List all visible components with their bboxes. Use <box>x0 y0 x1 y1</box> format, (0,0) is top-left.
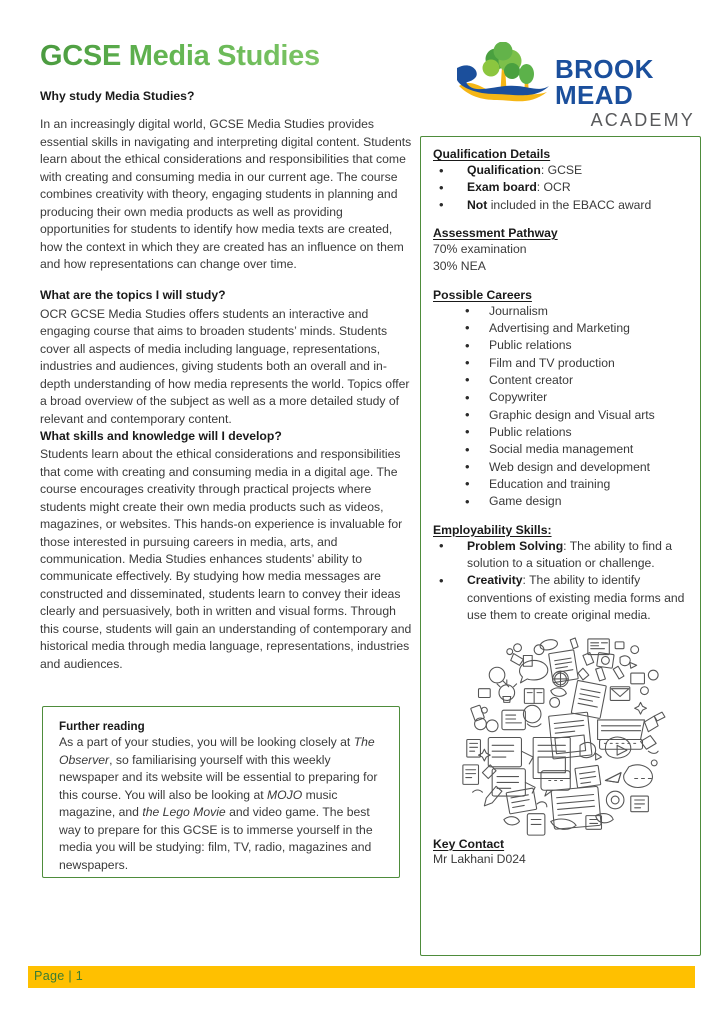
list-item: • Web design and development <box>433 459 688 476</box>
fr-italic-lego-movie: the Lego Movie <box>142 805 226 820</box>
fr-text-1: As a part of your studies, you will be looking closely at <box>59 735 354 749</box>
qual-label: Exam board <box>467 180 537 195</box>
qual-value: OCR <box>543 180 571 195</box>
list-item <box>433 572 688 624</box>
fr-text-2: , so familiarising yourself with this weekly newspaper and its website will be essential to preparing for this course. You will also be looking at <box>59 752 378 802</box>
brook-mead-tree-stream-icon <box>455 42 551 113</box>
list-item: • Content creator <box>433 372 688 389</box>
left-content-column <box>40 88 412 673</box>
logo-brand-sub: ACADEMY <box>590 110 695 130</box>
qual-value: included in the EBACC award <box>490 197 652 212</box>
list-item: • Film and TV production <box>433 355 688 372</box>
heading-why-study: Why study Media Studies? <box>40 89 195 103</box>
logo-brand-main: BROOK MEAD <box>555 54 654 110</box>
list-item: • Public relations <box>433 424 688 441</box>
paragraph-why-study: In an increasingly digital world, GCSE Media Studies provides essential skills in navigating and interpreting digital content. Students learn about the ethical considerations and responsibilities that come with creating and consuming media in our current age. The course combines creativity with theory, engaging students in planning and producing their own media products as well as providing opportunities for students to identify how media texts are created, how the context in which they are created has an influence on them and how representations can change over time. <box>40 117 412 271</box>
logo-wordmark <box>555 56 695 129</box>
list-item: • Graphic design and Visual arts <box>433 407 688 424</box>
list-item: • Advertising and Marketing <box>433 320 688 337</box>
list-item: • Public relations <box>433 337 688 354</box>
further-reading-box <box>42 706 400 878</box>
qual-label: Qualification <box>467 163 541 177</box>
skill-label: Problem Solving <box>467 538 564 553</box>
heading-employability-skills: Employability Skills: <box>433 522 552 537</box>
list-item: • Game design <box>433 493 688 510</box>
paragraph-skills: Students learn about the ethical considerations and responsibilities that come with creating and consuming media in a digital age. The course encourages creativity through practical projects where students might create their own media products such as videos, magazines, or websites. This hands-on experience is invaluable for those interested in pursuing careers in media, arts, and communication. Media Studies enhances students’ ability to communicate effectively. By studying how media messages are constructed and disseminated, students learn to convey their ideas clearly and persuasively, both in written and visual forms. Through this course, students will gain an understanding of contemporary and historical media through media language, representations, industries and audiences. <box>40 447 412 671</box>
page-title: GCSE Media Studies <box>40 40 320 72</box>
list-item <box>433 179 688 196</box>
page-number-label: Page | 1 <box>34 969 84 983</box>
list-item: • Social media management <box>433 441 688 458</box>
brook-mead-academy-logo <box>455 40 695 130</box>
heading-skills: What skills and knowledge will I develop? <box>40 428 282 443</box>
list-item <box>433 162 688 179</box>
skill-value: The ability to identify conventions of existing media forms and use them to create original media. <box>467 573 685 622</box>
key-contact-heading: Key Contact <box>433 837 505 851</box>
skill-value: The ability to find a solution to a situation or challenge. <box>467 538 673 570</box>
skill-sep: : <box>563 538 570 553</box>
fr-italic-mojo: MOJO <box>267 787 303 802</box>
footer-bar <box>28 966 695 988</box>
qual-value: GCSE <box>547 163 583 177</box>
further-reading-title: Further reading <box>59 720 145 733</box>
key-contact-name: Mr Lakhani D024 <box>433 852 526 866</box>
right-info-panel <box>420 136 701 956</box>
possible-careers-list <box>433 303 688 511</box>
employability-skills-list <box>433 538 688 625</box>
fr-italic-observer: The Observer <box>59 735 375 767</box>
key-contact-block <box>433 837 526 868</box>
heading-topics: What are the topics I will study? <box>40 288 226 303</box>
media-doodle-cluster-icon <box>453 636 668 841</box>
further-reading-body <box>59 734 383 875</box>
heading-assessment-pathway: Assessment Pathway <box>433 225 558 240</box>
qual-sep: : <box>540 163 548 177</box>
skill-sep: : <box>522 573 530 588</box>
heading-qualification-details: Qualification Details <box>433 147 551 161</box>
list-item <box>433 197 688 214</box>
qual-sep: : <box>536 180 544 195</box>
heading-possible-careers: Possible Careers <box>433 287 532 302</box>
list-item: • Copywriter <box>433 389 688 406</box>
qual-label: Not <box>467 197 488 212</box>
fr-text-4: and video game. The best way to prepare for this GCSE is to immerse yourself in the media you will be studying: film, TV, radio, magazines and newspapers. <box>59 805 373 872</box>
assessment-line-nea: 30% NEA <box>433 259 486 274</box>
qualification-details-list <box>433 162 688 214</box>
list-item: • Education and training <box>433 476 688 493</box>
skill-label: Creativity <box>467 573 523 588</box>
fr-text-3: music magazine, and <box>59 787 338 820</box>
list-item: • Journalism <box>433 303 688 320</box>
assessment-line-exam: 70% examination <box>433 241 527 256</box>
paragraph-topics: OCR GCSE Media Studies offers students an interactive and engaging course that aims to broaden students’ minds. Students cover all aspects of media including language, representations, industries and audiences, giving students both an overall and in-depth understanding of how media represents the world. Topics offer a broad overview of the subject as well as a more detailed study of relevant and contemporary content. <box>40 306 410 426</box>
list-item <box>433 538 688 573</box>
